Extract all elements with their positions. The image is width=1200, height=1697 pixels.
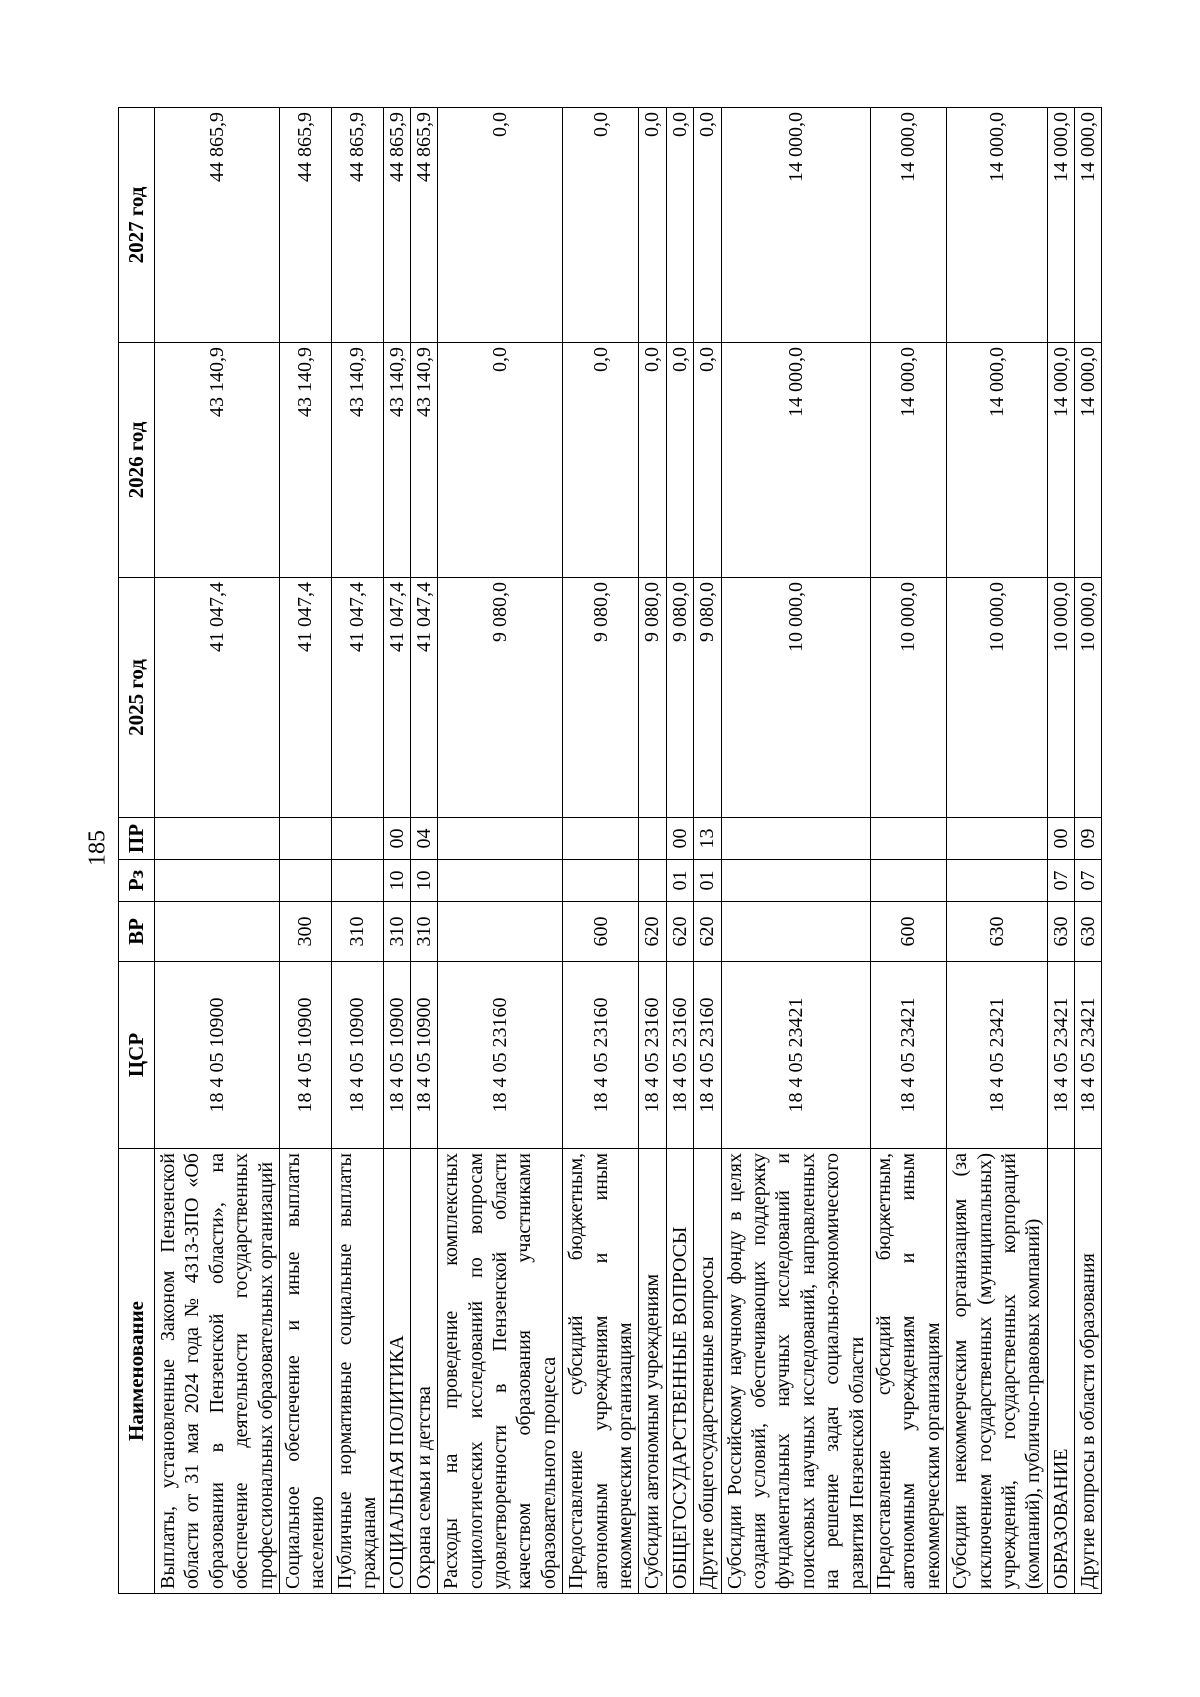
cell-2025: 10 000,0 [1075,578,1102,818]
cell-pr [331,818,383,860]
cell-rz [155,860,280,902]
cell-2026: 43 140,9 [279,343,331,578]
cell-name: Социальное обеспечение и иные выплаты населению [279,1149,331,1594]
header-2027: 2027 год [119,108,155,343]
cell-vr: 300 [279,902,331,962]
table-row [383,108,410,1594]
cell-2026: 0,0 [563,343,639,578]
table-row [666,108,693,1594]
cell-2025: 41 047,4 [410,578,437,818]
cell-pr [947,818,1048,860]
cell-2027: 44 865,9 [383,108,410,343]
cell-2027: 14 000,0 [1047,108,1074,343]
cell-2026: 43 140,9 [331,343,383,578]
header-rz: Рз [119,860,155,902]
cell-2027: 44 865,9 [410,108,437,343]
cell-2025: 10 000,0 [947,578,1048,818]
table-header-row [119,108,155,1594]
cell-vr: 630 [1047,902,1074,962]
cell-vr: 310 [383,902,410,962]
cell-pr [279,818,331,860]
cell-2025: 10 000,0 [1047,578,1074,818]
cell-vr: 630 [1075,902,1102,962]
cell-2026: 14 000,0 [1075,343,1102,578]
cell-pr [563,818,639,860]
cell-pr: 00 [666,818,693,860]
table-row [947,108,1048,1594]
cell-2026: 0,0 [694,343,721,578]
cell-2025: 9 080,0 [639,578,666,818]
cell-rz [947,860,1048,902]
cell-name: ОБРАЗОВАНИЕ [1047,1149,1074,1594]
cell-rz: 01 [694,860,721,902]
table-row [155,108,280,1594]
table-row [563,108,639,1594]
cell-name: Выплаты, установленные Законом Пензенской области от 31 мая 2024 года № 4313-ЗПО «Об образовании в Пензенской области», на обеспечение деятельности государственных профессиональных образовательных организаций [155,1149,280,1594]
cell-name: Субсидии Российскому научному фонду в целях создания условий, обеспечивающих поддержку фундаментальных научных исследований и поисковых научных исследований, направленных на решение задач социально-экономического развития Пензенской области [721,1149,870,1594]
cell-name: ОБЩЕГОСУДАРСТВЕННЫЕ ВОПРОСЫ [666,1149,693,1594]
cell-name: Субсидии некоммерческим организациям (за исключением государственных (муниципальных) учреждений, государственных корпораций (компаний), публично-правовых компаний) [947,1149,1048,1594]
table-row [639,108,666,1594]
header-2025: 2025 год [119,578,155,818]
cell-name: Субсидии автономным учреждениям [639,1149,666,1594]
cell-vr: 630 [947,902,1048,962]
cell-rz [279,860,331,902]
cell-csr: 18 4 05 23160 [563,962,639,1149]
cell-vr: 620 [666,902,693,962]
table-row [1047,108,1074,1594]
cell-vr [438,902,563,962]
table-row [410,108,437,1594]
cell-2025: 9 080,0 [438,578,563,818]
cell-pr [155,818,280,860]
table-row [279,108,331,1594]
cell-vr: 310 [410,902,437,962]
cell-name: Предоставление субсидий бюджетным, автономным учреждениям и иным некоммерческим организациям [563,1149,639,1594]
table-row [1075,108,1102,1594]
cell-csr: 18 4 05 23160 [694,962,721,1149]
cell-pr [721,818,870,860]
cell-2026: 14 000,0 [870,343,946,578]
cell-name: Другие вопросы в области образования [1075,1149,1102,1594]
cell-2027: 14 000,0 [947,108,1048,343]
cell-2026: 0,0 [438,343,563,578]
cell-rz [438,860,563,902]
cell-rz: 07 [1075,860,1102,902]
cell-pr: 13 [694,818,721,860]
cell-rz [331,860,383,902]
cell-vr: 620 [639,902,666,962]
cell-pr: 00 [383,818,410,860]
cell-2026: 43 140,9 [383,343,410,578]
cell-2026: 14 000,0 [721,343,870,578]
cell-vr [721,902,870,962]
cell-name: Охрана семьи и детства [410,1149,437,1594]
cell-rz [639,860,666,902]
cell-name: Расходы на проведение комплексных социологических исследований по вопросам удовлетворенности в Пензенской области качеством образования участниками образовательного процесса [438,1149,563,1594]
table-row [870,108,946,1594]
cell-vr: 620 [694,902,721,962]
cell-2027: 14 000,0 [1075,108,1102,343]
cell-vr: 310 [331,902,383,962]
cell-2027: 44 865,9 [279,108,331,343]
cell-csr: 18 4 05 23421 [870,962,946,1149]
cell-pr: 00 [1047,818,1074,860]
table-row [438,108,563,1594]
cell-rz: 07 [1047,860,1074,902]
budget-table [118,107,1102,1594]
header-name: Наименование [119,1149,155,1594]
cell-2027: 0,0 [639,108,666,343]
cell-2025: 41 047,4 [155,578,280,818]
cell-2025: 9 080,0 [694,578,721,818]
cell-2025: 41 047,4 [331,578,383,818]
cell-name: СОЦИАЛЬНАЯ ПОЛИТИКА [383,1149,410,1594]
cell-2027: 44 865,9 [331,108,383,343]
cell-csr: 18 4 05 10900 [279,962,331,1149]
cell-2026: 0,0 [639,343,666,578]
cell-csr: 18 4 05 10900 [155,962,280,1149]
cell-vr [155,902,280,962]
cell-csr: 18 4 05 23160 [639,962,666,1149]
header-pr: ПР [119,818,155,860]
cell-name: Предоставление субсидий бюджетным, автономным учреждениям и иным некоммерческим организациям [870,1149,946,1594]
cell-csr: 18 4 05 23421 [947,962,1048,1149]
header-csr: ЦСР [119,962,155,1149]
cell-csr: 18 4 05 23421 [1075,962,1102,1149]
table-row [721,108,870,1594]
cell-vr: 600 [870,902,946,962]
cell-2025: 9 080,0 [666,578,693,818]
cell-rz: 01 [666,860,693,902]
cell-vr: 600 [563,902,639,962]
cell-csr: 18 4 05 10900 [410,962,437,1149]
cell-rz: 10 [383,860,410,902]
cell-2027: 44 865,9 [155,108,280,343]
cell-2025: 9 080,0 [563,578,639,818]
cell-2025: 41 047,4 [279,578,331,818]
cell-2026: 43 140,9 [410,343,437,578]
cell-name: Публичные нормативные социальные выплаты гражданам [331,1149,383,1594]
cell-pr [438,818,563,860]
cell-2025: 41 047,4 [383,578,410,818]
cell-2026: 0,0 [666,343,693,578]
table-row [694,108,721,1594]
cell-csr: 18 4 05 23160 [438,962,563,1149]
cell-pr [639,818,666,860]
cell-2027: 0,0 [563,108,639,343]
cell-2027: 0,0 [438,108,563,343]
cell-rz [870,860,946,902]
header-vr: ВР [119,902,155,962]
cell-pr [870,818,946,860]
cell-2027: 14 000,0 [870,108,946,343]
cell-pr: 04 [410,818,437,860]
cell-2026: 43 140,9 [155,343,280,578]
cell-name: Другие общегосударственные вопросы [694,1149,721,1594]
cell-csr: 18 4 05 23160 [666,962,693,1149]
cell-rz [721,860,870,902]
cell-2027: 0,0 [666,108,693,343]
cell-csr: 18 4 05 23421 [721,962,870,1149]
cell-csr: 18 4 05 10900 [383,962,410,1149]
header-2026: 2026 год [119,343,155,578]
cell-csr: 18 4 05 10900 [331,962,383,1149]
cell-2027: 0,0 [694,108,721,343]
cell-2025: 10 000,0 [721,578,870,818]
cell-2026: 14 000,0 [1047,343,1074,578]
cell-rz [563,860,639,902]
cell-2026: 14 000,0 [947,343,1048,578]
table-row [331,108,383,1594]
rotated-table-container [118,108,1100,1594]
cell-2027: 14 000,0 [721,108,870,343]
cell-csr: 18 4 05 23421 [1047,962,1074,1149]
cell-pr: 09 [1075,818,1102,860]
cell-2025: 10 000,0 [870,578,946,818]
cell-rz: 10 [410,860,437,902]
page-number: 185 [84,830,111,866]
